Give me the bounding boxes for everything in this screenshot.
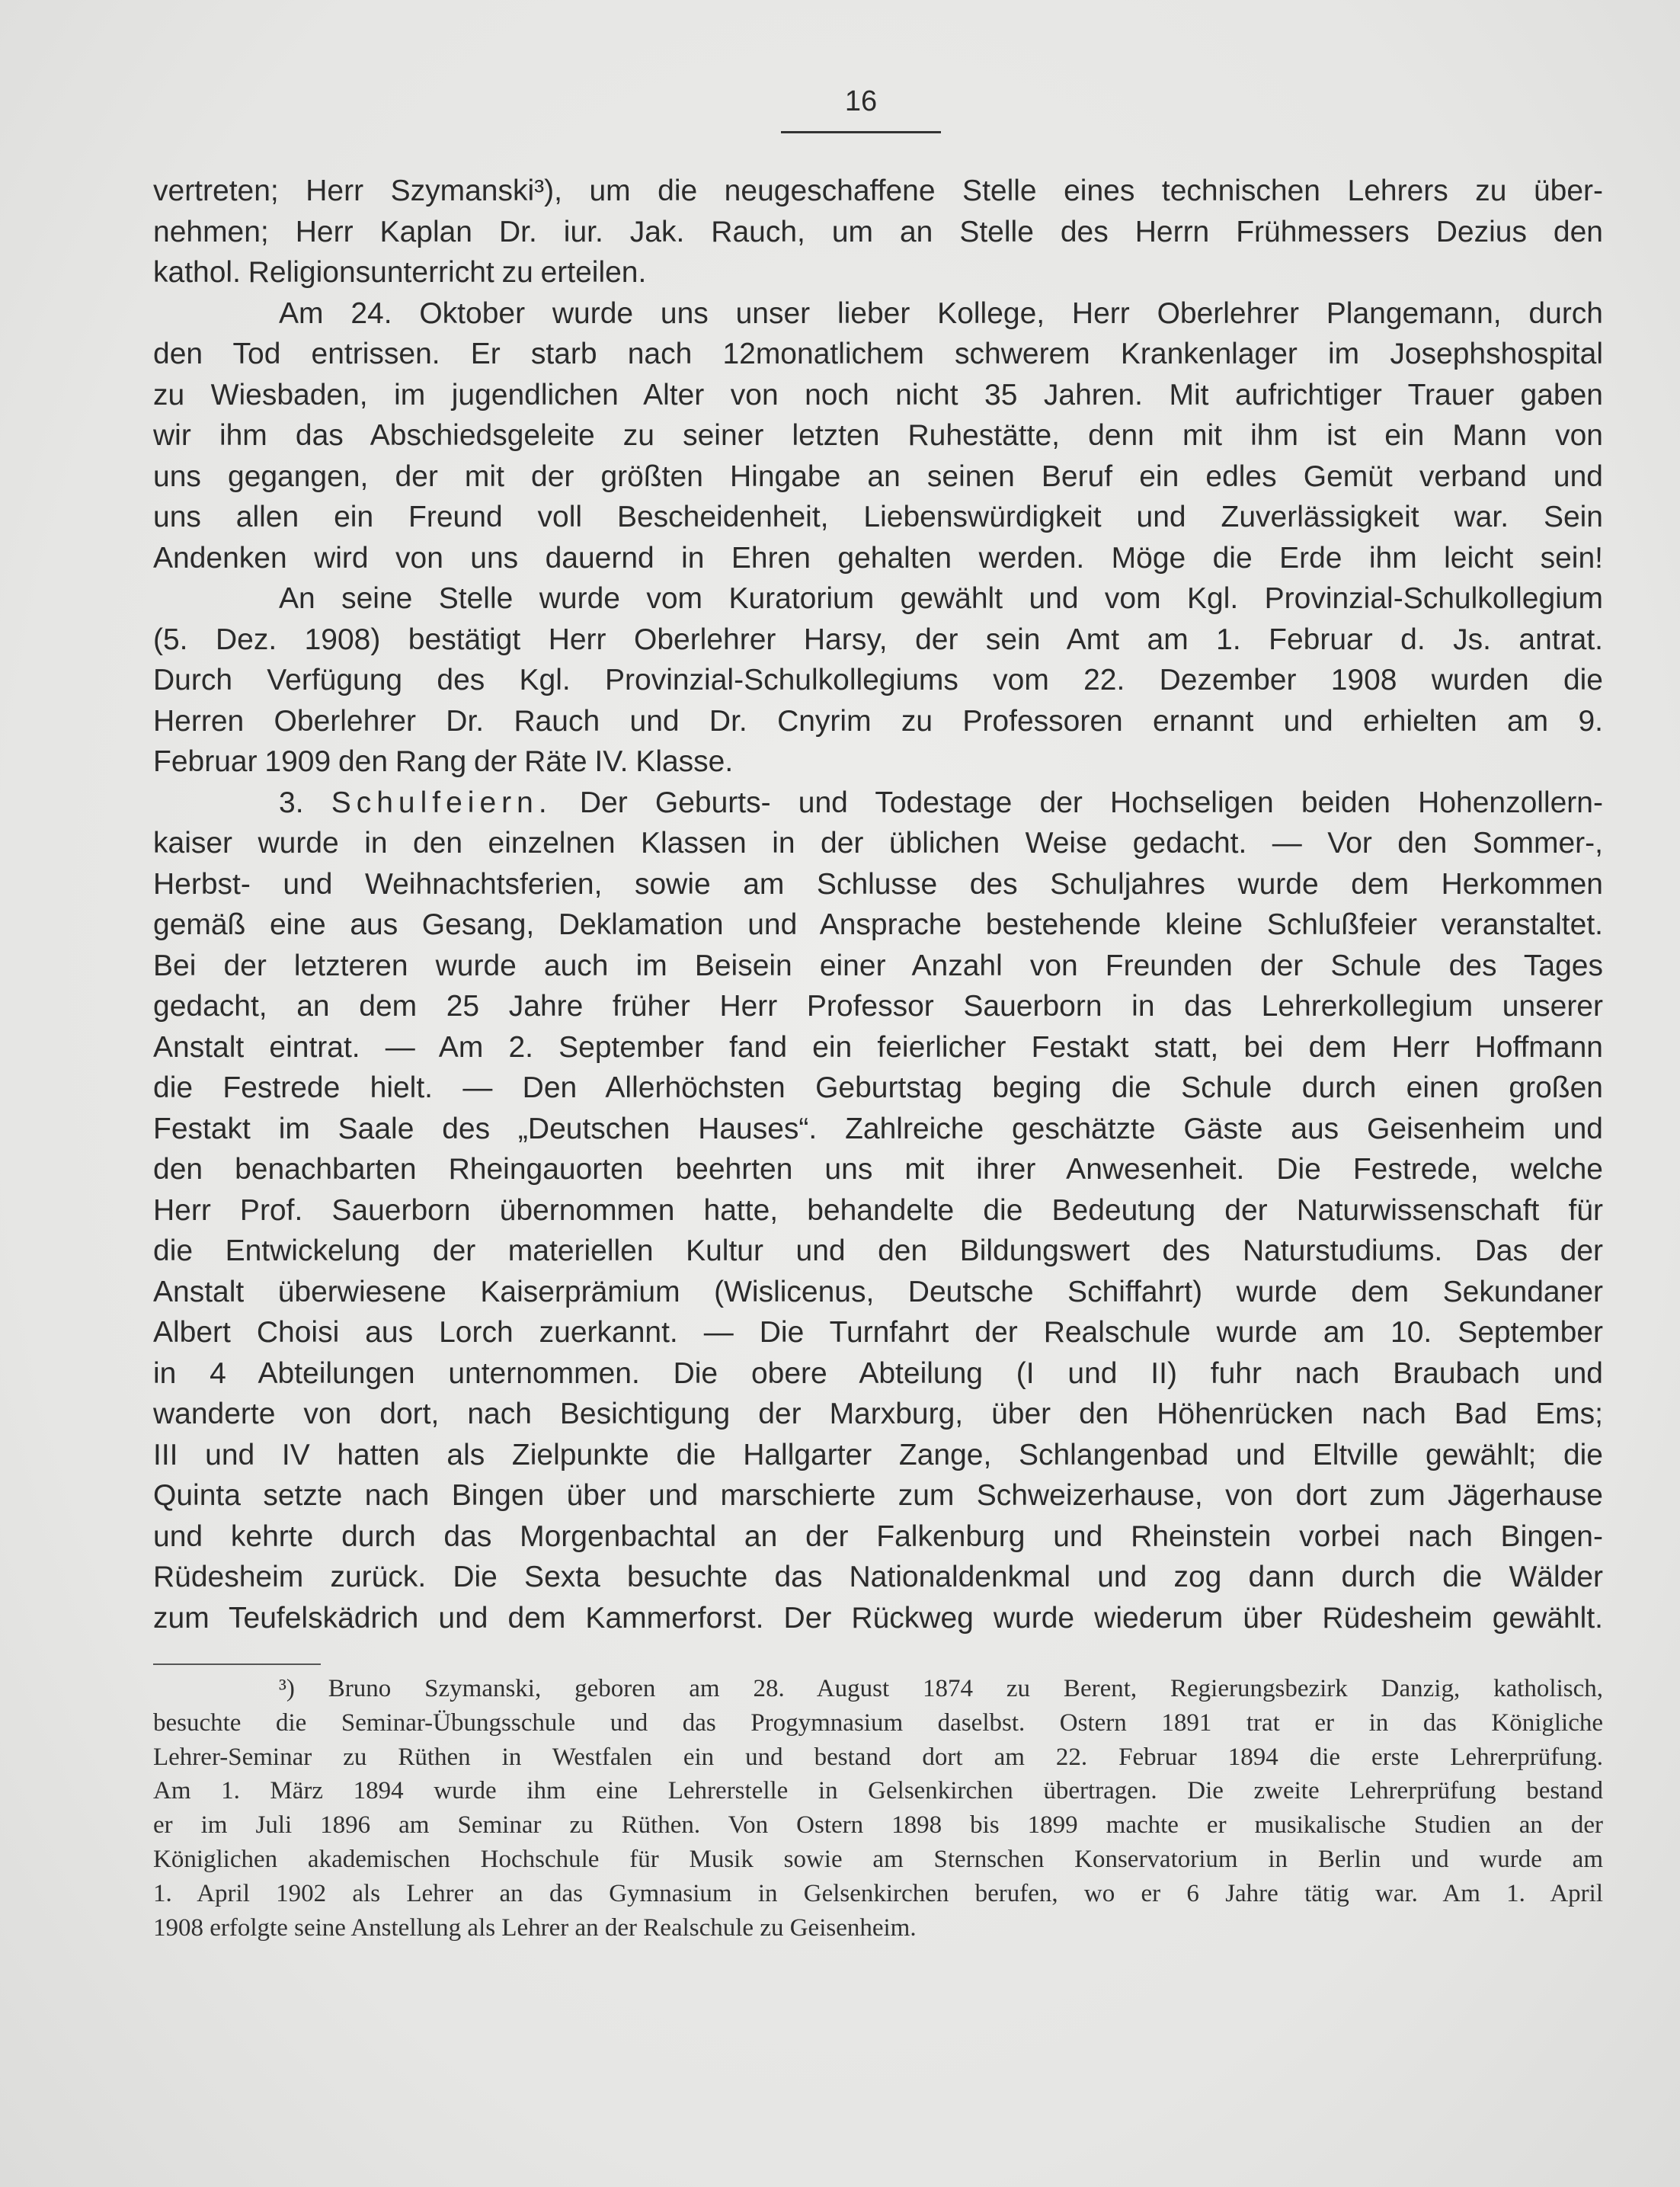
body-line: in 4 Abteilungen unternommen. Die obere Abteilung (I und II) fuhr nach Braubach und — [153, 1356, 1603, 1390]
body-line: Februar 1909 den Rang der Räte IV. Klasse. — [153, 745, 734, 778]
body-line: und kehrte durch das Morgenbachtal an der Falkenburg und Rheinstein vorbei nach Bingen- — [153, 1519, 1603, 1553]
body-line: Festakt im Saale des „Deutschen Hauses“. Zahlreiche geschätzte Gäste aus Geisenheim und — [153, 1112, 1603, 1145]
body-line: Am 24. Oktober wurde uns unser lieber Kollege, Herr Oberlehrer Plangemann, durch — [279, 296, 1603, 330]
body-line: wanderte von dort, nach Besichtigung der Marxburg, über den Höhenrücken nach Bad Ems; — [153, 1398, 1603, 1430]
body-line: gemäß eine aus Gesang, Deklamation und Ansprache bestehende kleine Schlußfeier veranstaltet. — [153, 908, 1603, 941]
body-text-segment: Der Geburts- und Todestage der Hochseligen beiden Hohenzollern- — [579, 786, 1603, 819]
body-text-segment: 3. — [279, 786, 304, 819]
footnote-rule — [153, 1663, 321, 1665]
footnote-line: 1908 erfolgte seine Anstellung als Lehrer an der Realschule zu Geisenheim. — [153, 1913, 917, 1942]
body-line: (5. Dez. 1908) bestätigt Herr Oberlehrer Harsy, der sein Amt am 1. Februar d. Js. antrat. — [153, 623, 1603, 656]
body-line: nehmen; Herr Kaplan Dr. iur. Jak. Rauch, um an Stelle des Herrn Frühmessers Dezius den — [153, 215, 1603, 248]
page-number: 16 — [844, 85, 878, 117]
body-line: Herren Oberlehrer Dr. Rauch und Dr. Cnyrim zu Professoren ernannt und erhielten am 9. — [153, 704, 1603, 738]
footnote-line: Königlichen akademischen Hochschule für Musik sowie am Sternschen Konservatorium in Berlin und wurde am — [153, 1846, 1603, 1873]
body-line: den Tod entrissen. Er starb nach 12monatlichem schwerem Krankenlager im Josephshospital — [153, 338, 1603, 370]
footnote-line: besuchte die Seminar-Übungsschule und das Progymnasium daselbst. Ostern 1891 trat er in das Königliche — [153, 1708, 1603, 1737]
body-line: Albert Choisi aus Lorch zuerkannt. — Die Turnfahrt der Realschule wurde am 10. September — [153, 1316, 1603, 1349]
body-line: Anstalt eintrat. — Am 2. September fand ein feierlicher Festakt statt, bei dem Herr Hoffmann — [153, 1030, 1603, 1064]
body-line: die Festrede hielt. — Den Allerhöchsten Geburtstag beging die Schule durch einen großen — [153, 1071, 1603, 1104]
body-line: uns gegangen, der mit der größten Hingabe an seinen Beruf ein edles Gemüt verband und — [153, 459, 1603, 493]
footnote-line: 1. April 1902 als Lehrer an das Gymnasium in Gelsenkirchen berufen, wo er 6 Jahre tätig war. Am 1. April — [153, 1879, 1603, 1907]
body-line: wir ihm das Abschiedsgeleite zu seiner letzten Ruhestätte, denn mit ihm ist ein Mann von — [153, 419, 1603, 452]
body-line: die Entwickelung der materiellen Kultur und den Bildungswert des Naturstudiums. Das der — [153, 1234, 1603, 1267]
body-line: kathol. Religionsunterricht zu erteilen. — [153, 256, 647, 289]
body-line: Herbst- und Weihnachtsferien, sowie am Schlusse des Schuljahres wurde dem Herkommen — [153, 867, 1603, 901]
section-heading: Schulfeiern. — [331, 786, 552, 819]
body-line: Rüdesheim zurück. Die Sexta besuchte das Nationaldenkmal und zog dann durch die Wälder — [153, 1561, 1603, 1593]
body-line: vertreten; Herr Szymanski³), um die neugeschaffene Stelle eines technischen Lehrers zu über- — [153, 175, 1603, 207]
body-line: zu Wiesbaden, im jugendlichen Alter von noch nicht 35 Jahren. Mit aufrichtiger Trauer gaben — [153, 378, 1603, 411]
body-line: Bei der letzteren wurde auch im Beisein einer Anzahl von Freunden der Schule des Tages — [153, 949, 1603, 982]
body-line: zum Teufelskädrich und dem Kammerforst. Der Rückweg wurde wiederum über Rüdesheim gewählt. — [153, 1601, 1603, 1635]
body-line: An seine Stelle wurde vom Kuratorium gewählt und vom Kgl. Provinzial-Schulkollegium — [279, 582, 1603, 615]
body-line: Quinta setzte nach Bingen über und marschierte zum Schweizerhause, von dort zum Jägerhause — [153, 1479, 1603, 1512]
body-line: III und IV hatten als Zielpunkte die Hallgarter Zange, Schlangenbad und Eltville gewählt; die — [153, 1438, 1603, 1471]
page-number-rule — [781, 131, 941, 133]
body-line: Anstalt überwiesene Kaiserprämium (Wislicenus, Deutsche Schiffahrt) wurde dem Sekundaner — [153, 1275, 1603, 1308]
body-line: Durch Verfügung des Kgl. Provinzial-Schulkollegiums vom 22. Dezember 1908 wurden die — [153, 664, 1603, 696]
footnote-line: Am 1. März 1894 wurde ihm eine Lehrerstelle in Gelsenkirchen übertragen. Die zweite Lehrerprüfung bestand — [153, 1777, 1603, 1805]
body-line — [279, 786, 1603, 821]
body-line: den benachbarten Rheingauorten beehrten uns mit ihrer Anwesenheit. Die Festrede, welche — [153, 1153, 1603, 1186]
body-line: kaiser wurde in den einzelnen Klassen in der üblichen Weise gedacht. — Vor den Sommer-, — [153, 827, 1603, 860]
footnote-line: Lehrer-Seminar zu Rüthen in Westfalen ein und bestand dort am 22. Februar 1894 die erste Lehrerprüfung. — [153, 1743, 1603, 1771]
footnote-line: ³) Bruno Szymanski, geboren am 28. August 1874 zu Berent, Regierungsbezirk Danzig, katholisch, — [279, 1675, 1603, 1702]
body-line: uns allen ein Freund voll Bescheidenheit, Liebenswürdigkeit und Zuverlässigkeit war. Sein — [153, 501, 1603, 533]
footnote-line: er im Juli 1896 am Seminar zu Rüthen. Von Ostern 1898 bis 1899 machte er musikalische Studien an der — [153, 1811, 1603, 1840]
body-line: Andenken wird von uns dauernd in Ehren gehalten werden. Möge die Erde ihm leicht sein! — [153, 541, 1603, 575]
body-line: gedacht, an dem 25 Jahre früher Herr Professor Sauerborn in das Lehrerkollegium unserer — [153, 990, 1603, 1023]
body-line: Herr Prof. Sauerborn übernommen hatte, behandelte die Bedeutung der Naturwissenschaft für — [153, 1193, 1603, 1227]
